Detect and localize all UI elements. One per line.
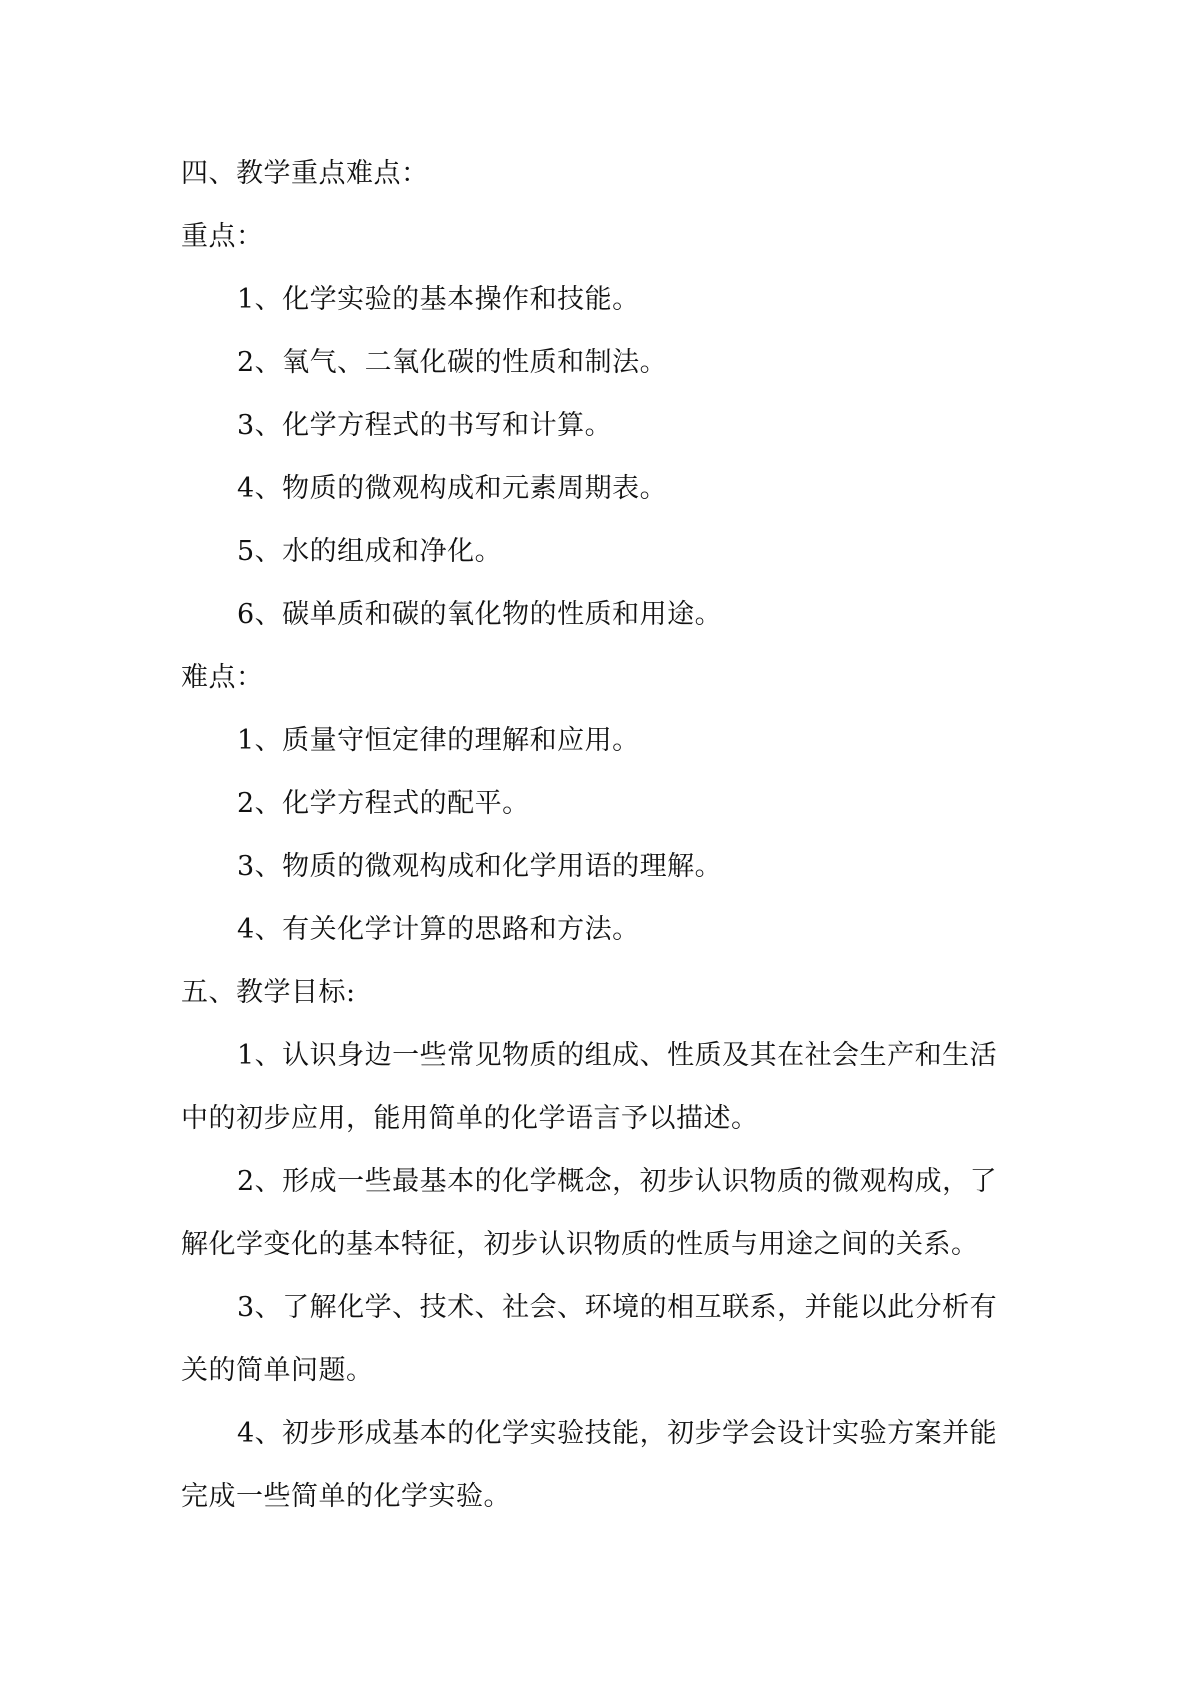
key-point-item: 5、水的组成和净化。 [237, 536, 503, 567]
goal-line: 完成一些简单的化学实验。 [181, 1481, 511, 1512]
key-point-item: 6、碳单质和碳的氧化物的性质和用途。 [237, 599, 723, 630]
difficult-point-item: 1、质量守恒定律的理解和应用。 [237, 725, 640, 756]
goal-line: 1、认识身边一些常见物质的组成、性质及其在社会生产和生活 [237, 1040, 998, 1071]
difficult-point-item: 4、有关化学计算的思路和方法。 [237, 914, 640, 945]
goal-paragraph [181, 1402, 1021, 1528]
goal-line: 关的简单问题。 [181, 1355, 374, 1386]
goal-paragraph [181, 1024, 1021, 1150]
document-body [181, 142, 1021, 1528]
goal-paragraph [181, 1150, 1021, 1276]
key-point-item: 4、物质的微观构成和元素周期表。 [237, 473, 668, 504]
goal-line: 3、了解化学、技术、社会、环境的相互联系，并能以此分析有 [237, 1292, 998, 1323]
section-5-heading: 五、教学目标: [181, 977, 356, 1008]
goal-line: 4、初步形成基本的化学实验技能，初步学会设计实验方案并能 [237, 1418, 998, 1449]
key-point-item: 2、氧气、二氧化碳的性质和制法。 [237, 347, 668, 378]
key-point-item: 3、化学方程式的书写和计算。 [237, 410, 613, 441]
key-point-item: 1、化学实验的基本操作和技能。 [237, 284, 640, 315]
goal-line: 解化学变化的基本特征，初步认识物质的性质与用途之间的关系。 [181, 1229, 979, 1260]
goal-line: 2、形成一些最基本的化学概念，初步认识物质的微观构成，了 [237, 1166, 998, 1197]
key-points-label: 重点： [181, 221, 264, 252]
difficult-point-item: 3、物质的微观构成和化学用语的理解。 [237, 851, 723, 882]
goal-paragraph [181, 1276, 1021, 1402]
section-4-heading: 四、教学重点难点： [181, 158, 429, 189]
goal-line: 中的初步应用，能用简单的化学语言予以描述。 [181, 1103, 759, 1134]
difficult-point-item: 2、化学方程式的配平。 [237, 788, 530, 819]
difficult-points-label: 难点： [181, 662, 264, 693]
